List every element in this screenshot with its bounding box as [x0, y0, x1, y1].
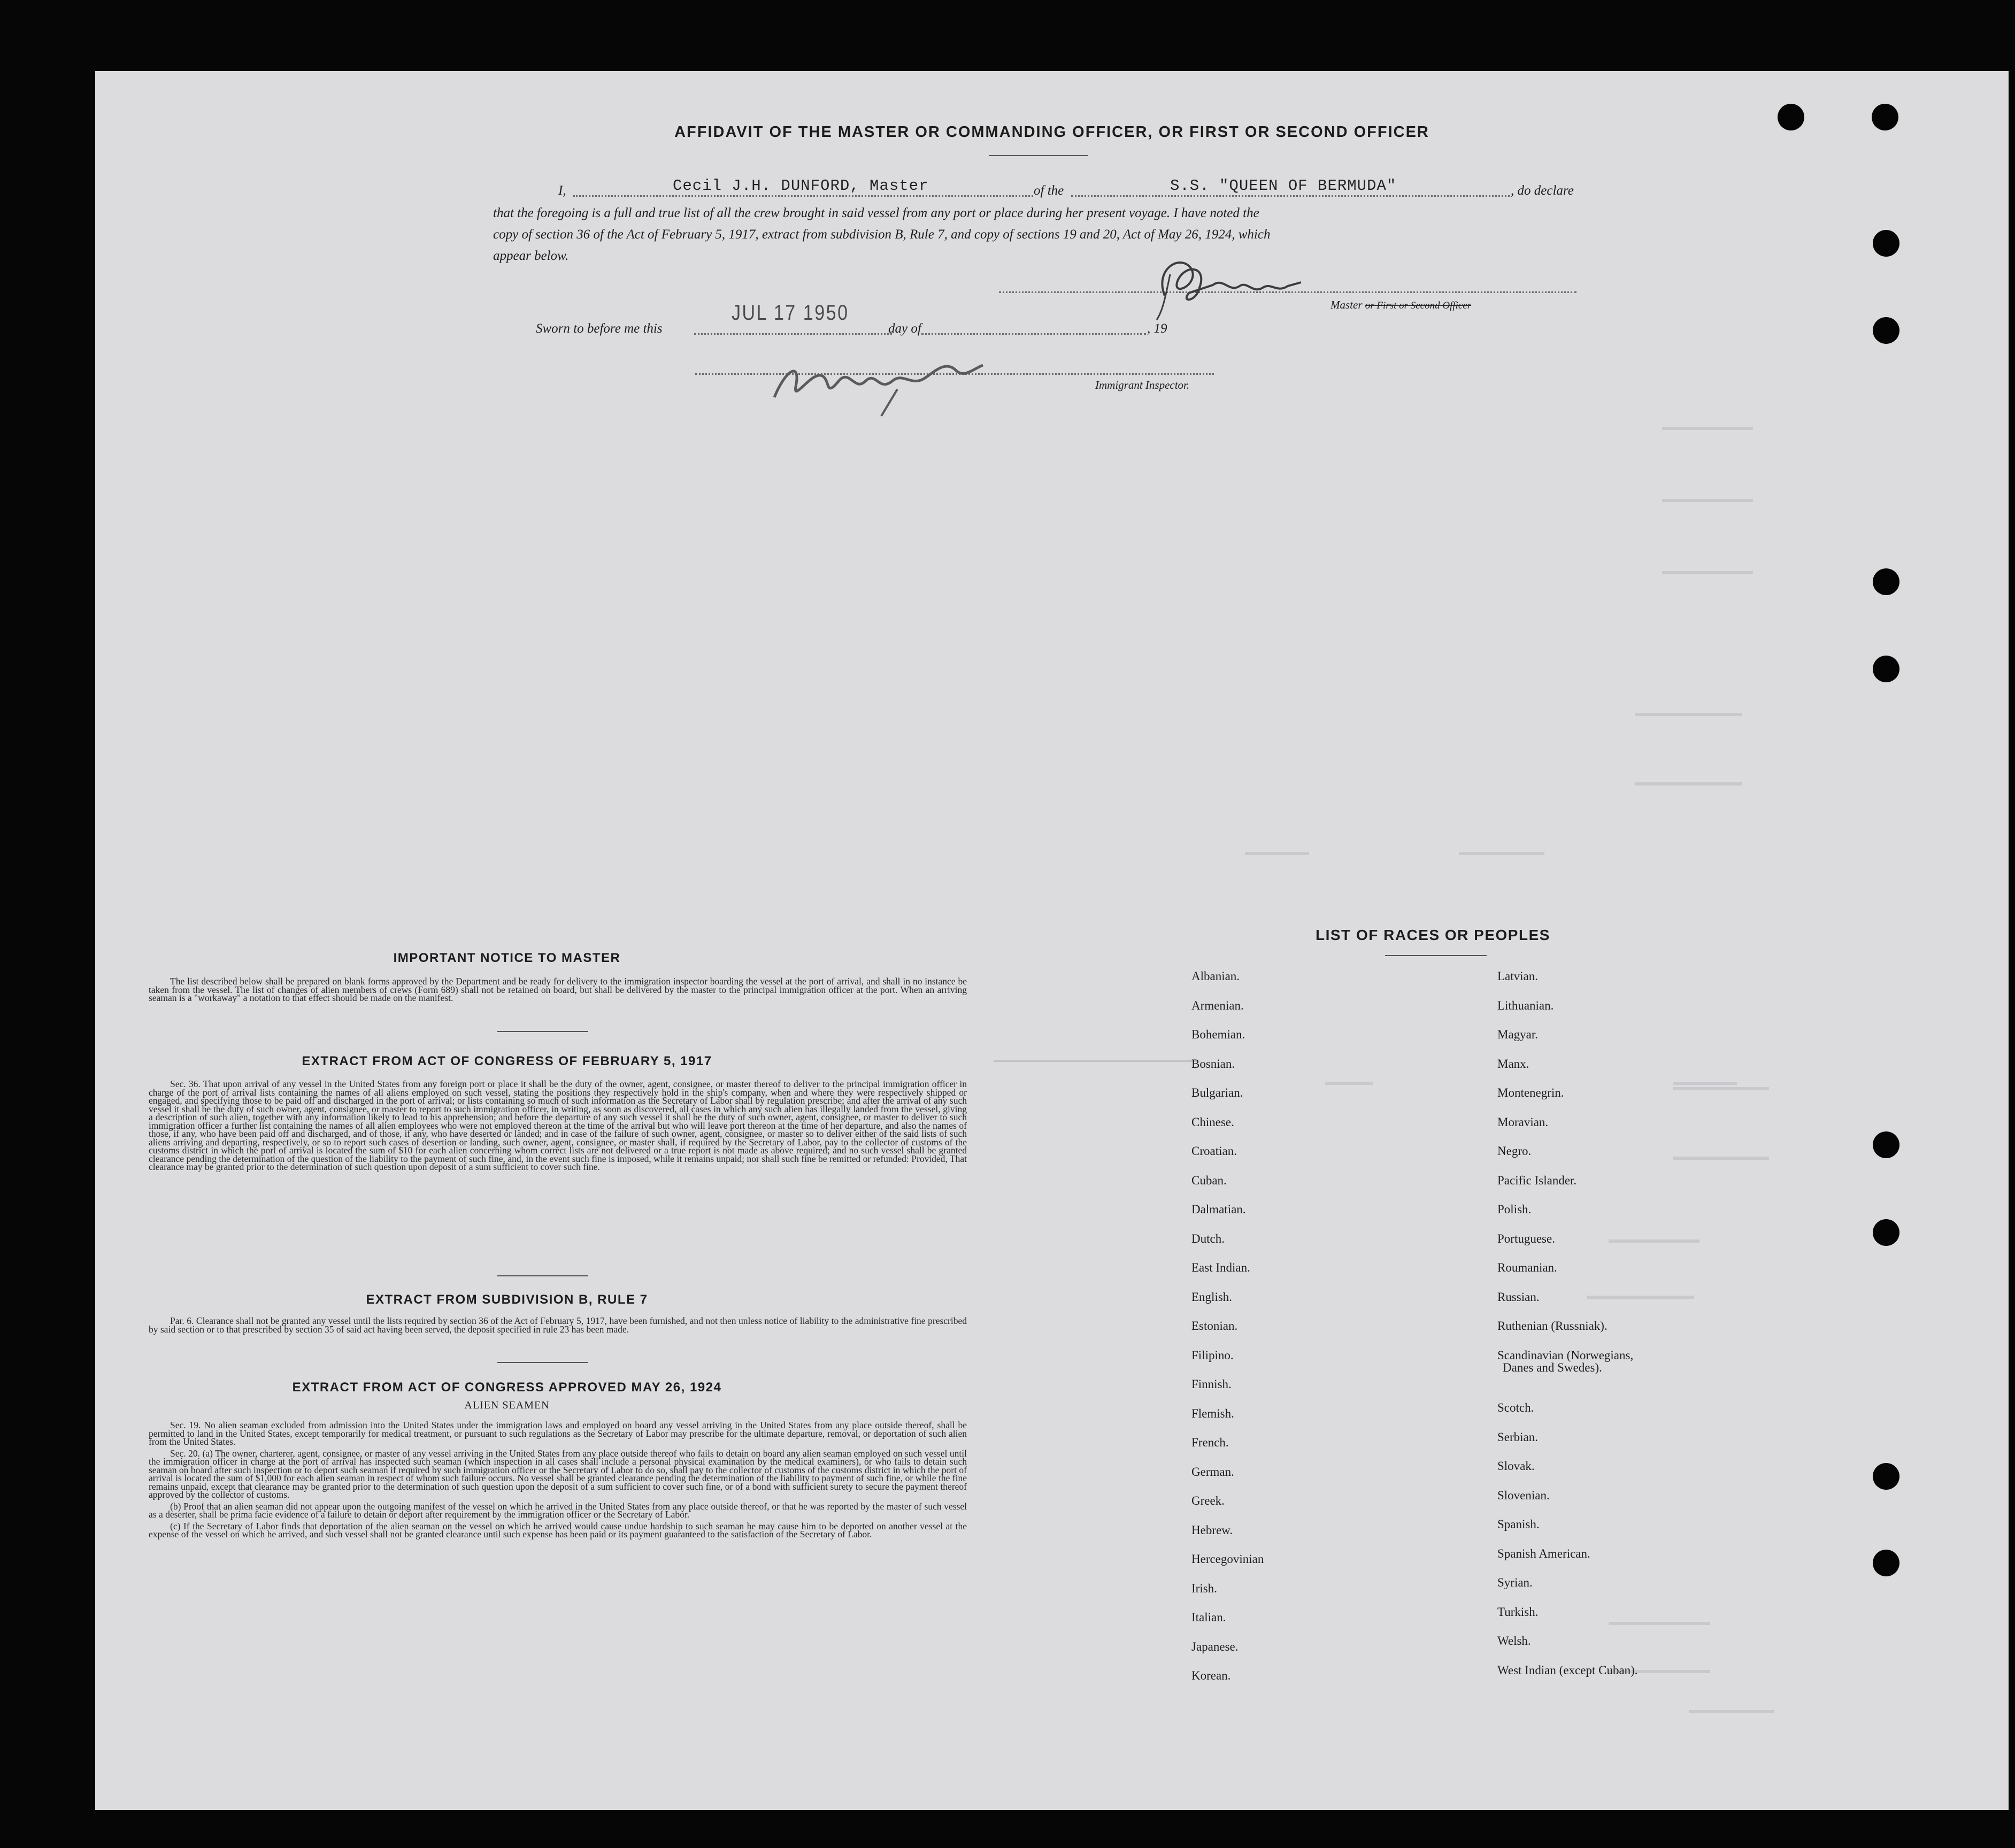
master-caption: [1330, 298, 1471, 312]
extract-1917-text: Sec. 36. That upon arrival of any vessel in the United States from any foreign port or place it shall be the duty of the owner, agent, consignee, or master thereof to deliver to the principal immigration officer in charge of the port of arrival lists containing the names of all aliens employed on such vessel, stating the positions they respectively hold in the ship's company, when and where they were respectively shipped or engaged, and specifying those to be paid off and discharged in the port of arrival; or lists containing so much of such information as the Secretary of Labor shall by regulation prescribe; and after the arrival of any such vessel it shall be the duty of such owner, agent, consignee, or master to report to such immigration officer, in writing, as soon as discovered, all cases in which any such alien has illegally landed from the vessel, giving a description of such alien, together with any information likely to lead to his apprehension; and before the departure of any such vessel it shall be the duty of such owner, agent, consignee, or master to deliver to such immigration officer a further list containing the names of all alien employees who were not employed thereon at the time of the arrival but who will leave port thereon at the time of her departure, and also the names of those, if any, who have been paid off and discharged, and of those, if any, who have deserted or landed; and in case of the failure of such owner, agent, consignee, or master so to deliver either of the said lists of such aliens arriving and departing, respectively, or so to report such cases of desertion or landing, such owner, agent, consignee, or master shall, if required by the Secretary of Labor, pay to the collector of customs of the customs district in which the port of arrival is located the sum of $10 for each alien concerning whom correct lists are not delivered or a true report is not made as above required; and no such vessel shall be granted clearance pending the determination of the question of the liability to the payment of such fine, and, in the event such fine is imposed, while it remains unpaid; nor shall such fine be remitted or refunded: Provided, That clearance may be granted prior to the determination of such question upon deposit of a sum sufficient to cover such fine.: [149, 1079, 967, 1172]
year-prefix: , 19: [1147, 321, 1167, 336]
race-item: Finnish.: [1191, 1377, 1232, 1391]
race-item: Scandinavian (Norwegians,: [1497, 1348, 1634, 1362]
month-line: [921, 333, 1146, 335]
extract-1924-subtitle: ALIEN SEAMEN: [464, 1399, 550, 1411]
race-item: Pacific Islander.: [1497, 1173, 1577, 1187]
scandinavian-continuation: Danes and Swedes).: [1503, 1361, 1602, 1374]
race-item: Armenian.: [1191, 998, 1244, 1012]
race-item: Montenegrin.: [1497, 1086, 1564, 1099]
race-item: Bohemian.: [1191, 1028, 1245, 1041]
race-item: Dalmatian.: [1191, 1203, 1246, 1216]
race-item: Syrian.: [1497, 1576, 1533, 1589]
master-signature: [1149, 248, 1309, 322]
notice-divider: [497, 1031, 588, 1032]
punch-hole: [1873, 1219, 1899, 1246]
vessel-name: S.S. "QUEEN OF BERMUDA": [1170, 177, 1397, 195]
race-item: Irish.: [1191, 1581, 1217, 1595]
race-item: Flemish.: [1191, 1406, 1234, 1420]
race-item: Spanish.: [1497, 1518, 1540, 1531]
punch-hole: [1873, 656, 1899, 682]
race-item: Slovak.: [1497, 1459, 1535, 1473]
extract-1917-divider: [497, 1275, 588, 1276]
race-item: Ruthenian (Russniak).: [1497, 1319, 1608, 1333]
master-caption-struck: or First or Second Officer: [1365, 300, 1472, 311]
declaration-line-1: that the foregoing is a full and true list of all the crew brought in said vessel from any port or place during her present voyage. I have noted the: [493, 206, 1259, 220]
race-item: Manx.: [1497, 1057, 1529, 1071]
sec-20a-text: Sec. 20. (a) The owner, charterer, agent, consignee, or master of any vessel arriving in the United States from any place outside thereof who fails to detain on board any alien seaman employed on such vessel until the immigration officer in charge at the port of arrival has inspected such seaman (which inspection in all cases shall include a personal physical examination by the medical examiners), or who fails to detain such seaman on board after such inspection or to deport such seaman if required by such immigration officer or the Secretary of Labor to do so, shall pay to the collector of customs of the customs district in which the port of arrival is located the sum of $1,000 for each alien seaman in respect of whom such failure occurs. No vessel shall be granted clearance pending the determination of the liability to payment of such fine, or while the fine remains unpaid, except that clearance may be granted prior to the determination of such question upon the deposit of a sum sufficient to cover such fine, or of a bond with sufficient surety to secure the payment thereof approved by the collector of customs.: [149, 1447, 967, 1500]
sec-19-text: Sec. 19. No alien seaman excluded from admission into the United States under the immigration laws and employed on board any vessel arriving in the United States from any place outside thereof, shall be permitted to land in the United States, except temporarily for medical treatment, or pursuant to such regulations as the Secretary of Labor may prescribe for the ultimate departure, removal, or deportation of such alien from the United States.: [149, 1420, 967, 1447]
race-item: Welsh.: [1497, 1634, 1531, 1647]
race-item: Bulgarian.: [1191, 1086, 1243, 1099]
punch-hole: [1873, 317, 1899, 344]
punch-hole: [1873, 568, 1899, 595]
race-item: Spanish American.: [1497, 1546, 1590, 1560]
race-item: Negro.: [1497, 1144, 1532, 1158]
declaration-line-2: copy of section 36 of the Act of February 5, 1917, extract from subdivision B, Rule 7, and copy of sections 19 and 20, Act of May 26, 1924, which: [493, 227, 1271, 242]
vessel-line: [1071, 195, 1510, 197]
race-item: Albanian.: [1191, 969, 1240, 983]
race-item: Italian.: [1191, 1611, 1226, 1624]
notice-text: The list described below shall be prepared on blank forms approved by the Department and be ready for delivery to the immigration inspector boarding the vessel at the port of arrival, and shall in no instance be taken from the vessel. The list of changes of alien members of crews (Form 689) shall not be retained on board, but shall be delivered by the master to the principal immigration officer at the port. When an arriving seaman is a "workaway" a notation to that effect should be made on the manifest.: [149, 976, 967, 1003]
race-item: Scotch.: [1497, 1401, 1534, 1414]
race-item: Chinese.: [1191, 1115, 1234, 1129]
do-declare-label: , do declare: [1511, 183, 1574, 198]
race-item: Turkish.: [1497, 1605, 1539, 1619]
punch-hole: [1873, 230, 1899, 257]
race-item: Serbian.: [1497, 1430, 1539, 1444]
i-label: I,: [558, 183, 566, 198]
day-of-label: day of: [888, 321, 921, 336]
race-item: Greek.: [1191, 1494, 1225, 1507]
punch-hole: [1873, 1131, 1899, 1158]
race-item: Russian.: [1497, 1290, 1540, 1304]
of-the-label: of the: [1034, 183, 1064, 198]
sworn-label: Sworn to before me this: [536, 321, 663, 336]
race-item: German.: [1191, 1465, 1234, 1479]
extract-1924-body: [149, 1421, 967, 1542]
extract-1924-title: EXTRACT FROM ACT OF CONGRESS APPROVED MAY 26, 1924: [292, 1380, 722, 1395]
declaration-line-3: appear below.: [493, 249, 569, 263]
extract-rule7-divider: [497, 1362, 588, 1363]
race-item: West Indian (except Cuban).: [1497, 1663, 1638, 1677]
race-item: Polish.: [1497, 1203, 1532, 1216]
race-item: Cuban.: [1191, 1173, 1227, 1187]
sworn-date-line: [694, 333, 892, 335]
race-item: Croatian.: [1191, 1144, 1237, 1158]
race-item: Estonian.: [1191, 1319, 1238, 1333]
races-title: LIST OF RACES OR PEOPLES: [1316, 927, 1550, 943]
declarant-name: Cecil J.H. DUNFORD, Master: [673, 177, 929, 195]
title-divider: [989, 155, 1088, 156]
race-item: Filipino.: [1191, 1348, 1234, 1362]
race-item: Magyar.: [1497, 1028, 1539, 1041]
race-item: Hercegovinian: [1191, 1552, 1264, 1566]
race-item: Roumanian.: [1497, 1261, 1557, 1274]
race-item: Korean.: [1191, 1669, 1231, 1682]
race-item: Portuguese.: [1497, 1231, 1555, 1245]
race-item: Hebrew.: [1191, 1523, 1233, 1537]
declarant-line: [573, 195, 1033, 197]
notice-title: IMPORTANT NOTICE TO MASTER: [393, 951, 621, 965]
extract-1917-title: EXTRACT FROM ACT OF CONGRESS OF FEBRUARY 5, 1917: [302, 1054, 712, 1068]
sec-20c-text: (c) If the Secretary of Labor finds that deportation of the alien seaman on the vessel on which he arrived would cause undue hardship to such seaman he may cause him to be deported on another vessel at the expense of the vessel on which he arrived, and such vessel shall not be granted clearance until such expense has been paid or its payment guaranteed to the satisfaction of the Secretary of Labor.: [149, 1520, 967, 1539]
sec-20b-text: (b) Proof that an alien seaman did not appear upon the outgoing manifest of the vessel on which he arrived in the United States from any place outside thereof, or that he was reported by the master of such vessel as a deserter, shall be prima facie evidence of a failure to detain or deport after requirement by the immigration officer or the Secretary of Labor.: [149, 1500, 967, 1520]
inspector-signature: [764, 338, 994, 419]
race-item: French.: [1191, 1436, 1229, 1449]
race-item: Moravian.: [1497, 1115, 1549, 1129]
affidavit-title: AFFIDAVIT OF THE MASTER OR COMMANDING OFFICER, OR FIRST OR SECOND OFFICER: [674, 124, 1429, 141]
punch-hole: [1873, 1463, 1899, 1490]
race-item: East Indian.: [1191, 1261, 1250, 1274]
extract-rule7-title: EXTRACT FROM SUBDIVISION B, RULE 7: [366, 1292, 648, 1307]
race-item: Latvian.: [1497, 969, 1538, 983]
punch-hole: [1873, 1550, 1899, 1576]
inspector-caption: Immigrant Inspector.: [1095, 379, 1190, 391]
document-sheet: [95, 71, 2009, 1810]
master-caption-text: Master: [1330, 298, 1363, 311]
races-divider: [1385, 955, 1487, 956]
race-item: Slovenian.: [1497, 1488, 1550, 1502]
race-item: Dutch.: [1191, 1231, 1225, 1245]
race-item: English.: [1191, 1290, 1233, 1304]
race-item: Lithuanian.: [1497, 998, 1554, 1012]
sworn-date-stamp: JUL 17 1950: [732, 301, 849, 325]
race-item: Bosnian.: [1191, 1057, 1235, 1071]
extract-rule7-text: Par. 6. Clearance shall not be granted any vessel until the lists required by section 36 of the Act of February 5, 1917, have been furnished, and not then unless notice of liability to the administrative fine prescribed by said section or to that prescribed by section 35 of said act having been served, the deposit specified in rule 23 has been made.: [149, 1315, 967, 1335]
race-item: Japanese.: [1191, 1639, 1239, 1653]
